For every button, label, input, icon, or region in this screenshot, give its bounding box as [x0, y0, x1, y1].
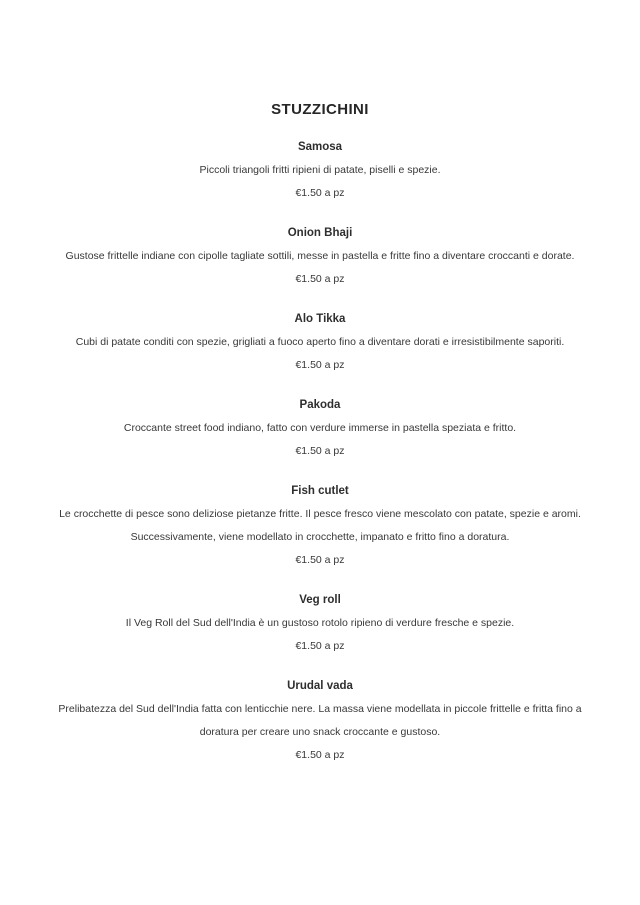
menu-item-price: €1.50 a pz: [295, 640, 345, 652]
page-title: STUZZICHINI: [271, 101, 369, 118]
menu-item-description-line: doratura per creare uno snack croccante e gustoso.: [199, 726, 441, 738]
menu-item-price: €1.50 a pz: [295, 273, 345, 285]
menu-item-description: [0, 159, 640, 182]
menu-item-name: Onion Bhaji: [287, 227, 353, 239]
menu-item: [0, 136, 640, 205]
menu-item-description: [0, 698, 640, 744]
menu-item-description-line: Le crocchette di pesce sono deliziose pietanze fritte. Il pesce fresco viene mescolato con patate, spezie e aromi.: [59, 508, 581, 520]
menu-item: [0, 675, 640, 767]
menu-item-description: [0, 417, 640, 440]
menu-item: [0, 308, 640, 377]
menu-item-description: [0, 331, 640, 354]
menu-item-description-line: Gustose frittelle indiane con cipolle tagliate sottili, messe in pastella e fritte fino a diventare croccanti e dorate.: [65, 250, 575, 262]
menu-item-price: €1.50 a pz: [295, 187, 345, 199]
menu-item-name: Urudal vada: [287, 680, 353, 692]
menu-item-description-line: Croccante street food indiano, fatto con verdure immerse in pastella speziata e fritto.: [123, 422, 517, 434]
menu-item-name: Samosa: [297, 141, 343, 153]
menu-item-name: Pakoda: [299, 399, 341, 411]
menu-item-price: €1.50 a pz: [295, 359, 345, 371]
menu-item: [0, 589, 640, 658]
menu-item-description-line: Successivamente, viene modellato in crocchette, impanato e fritto fino a doratura.: [130, 531, 510, 543]
menu-item-description-line: Cubi di patate conditi con spezie, grigliati a fuoco aperto fino a diventare dorati e irresistibilmente saporiti.: [75, 336, 565, 348]
menu-item-description-line: Prelibatezza del Sud dell'India fatta con lenticchie nere. La massa viene modellata in piccole frittelle e fritta fino a: [58, 703, 582, 715]
menu-item: [0, 222, 640, 291]
menu-item-description-line: Piccoli triangoli fritti ripieni di patate, piselli e spezie.: [199, 164, 441, 176]
menu-items: [0, 136, 640, 767]
menu-item-price: €1.50 a pz: [295, 445, 345, 457]
menu-item-name: Fish cutlet: [291, 485, 349, 497]
menu-item-description-line: Il Veg Roll del Sud dell'India è un gustoso rotolo ripieno di verdure fresche e spezie.: [125, 617, 515, 629]
menu-item: [0, 394, 640, 463]
menu-item-name: Veg roll: [299, 594, 341, 606]
menu-item-name: Alo Tikka: [294, 313, 346, 325]
menu-item-description: [0, 503, 640, 549]
menu-item-price: €1.50 a pz: [295, 749, 345, 761]
menu-item-description: [0, 245, 640, 268]
menu-item: [0, 480, 640, 572]
menu-item-price: €1.50 a pz: [295, 554, 345, 566]
menu-item-description: [0, 612, 640, 635]
